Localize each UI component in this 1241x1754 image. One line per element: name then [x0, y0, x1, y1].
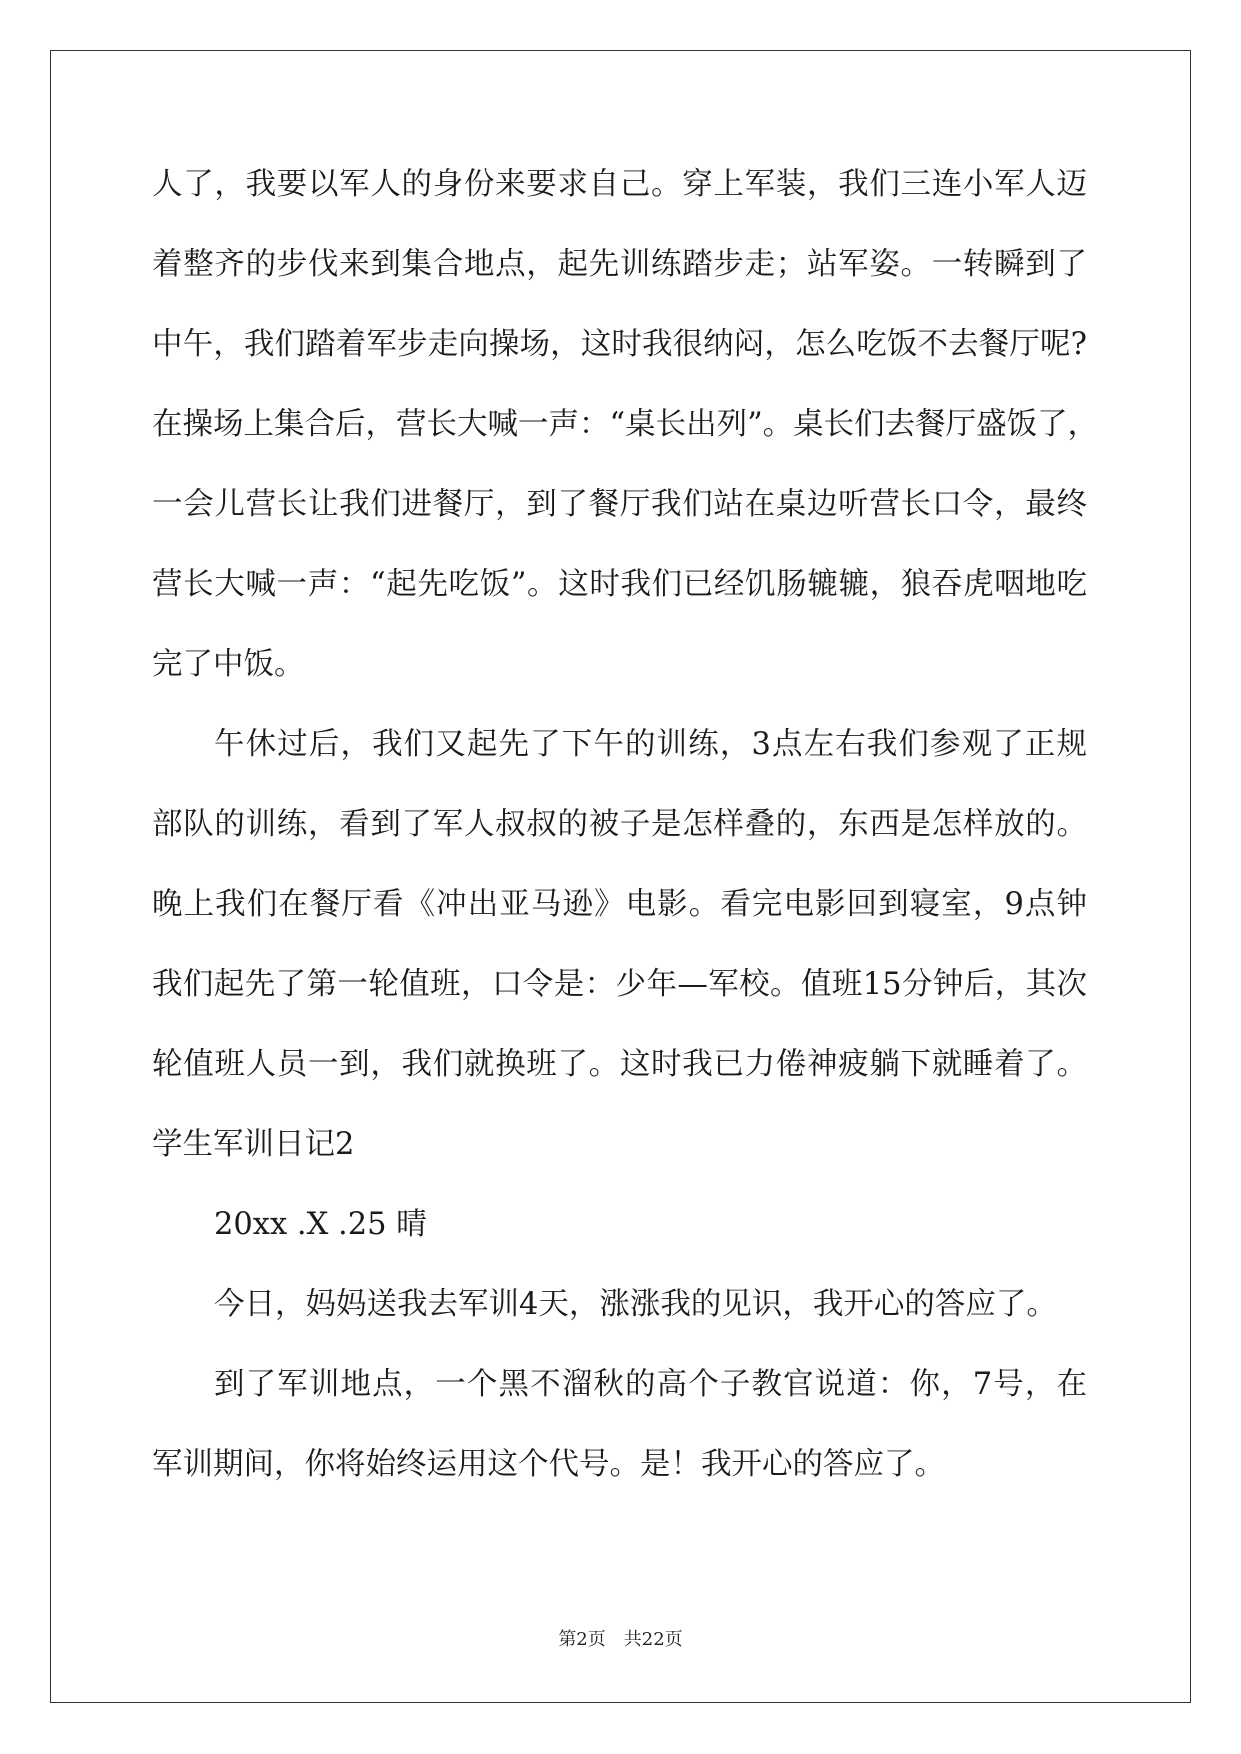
page-total: 共22页 — [623, 1629, 683, 1650]
page-footer — [0, 1628, 1241, 1652]
text-line: 今日，妈妈送我去军训4天，涨涨我的见识，我开心的答应了。 — [214, 1287, 1057, 1322]
text-line: 人了，我要以军人的身份来要求自己。穿上军装，我们三连小军人迈 — [152, 167, 1087, 202]
text-line: 军训期间，你将始终运用这个代号。是！我开心的答应了。 — [152, 1447, 945, 1482]
text-line: 部队的训练，看到了军人叔叔的被子是怎样叠的，东西是怎样放的。 — [152, 807, 1087, 842]
text-line: 轮值班人员一到，我们就换班了。这时我已力倦神疲躺下就睡着了。 — [152, 1047, 1087, 1082]
text-line: 晚上我们在餐厅看《冲出亚马逊》电影。看完电影回到寝室，9点钟 — [152, 887, 1087, 922]
text-line: 午休过后，我们又起先了下午的训练，3点左右我们参观了正规 — [214, 727, 1087, 762]
text-line: 营长大喊一声：“起先吃饭”。这时我们已经饥肠辘辘，狼吞虎咽地吃 — [152, 567, 1087, 602]
page-number: 第2页 — [558, 1629, 606, 1650]
text-line: 完了中饭。 — [152, 647, 305, 682]
text-line: 中午，我们踏着军步走向操场，这时我很纳闷，怎么吃饭不去餐厅呢? — [152, 327, 1087, 362]
text-line: 到了军训地点，一个黑不溜秋的高个子教官说道：你，7号，在 — [214, 1367, 1087, 1402]
section-heading: 学生军训日记2 — [152, 1127, 355, 1162]
text-line: 一会儿营长让我们进餐厅，到了餐厅我们站在桌边听营长口令，最终 — [152, 487, 1087, 522]
date-line: 20xx .X .25 晴 — [214, 1207, 427, 1242]
text-line: 着整齐的步伐来到集合地点，起先训练踏步走；站军姿。一转瞬到了 — [152, 247, 1087, 282]
text-line: 在操场上集合后，营长大喊一声：“桌长出列”。桌长们去餐厅盛饭了， — [152, 407, 1099, 442]
text-line: 我们起先了第一轮值班，口令是：少年—军校。值班15分钟后，其次 — [152, 967, 1087, 1002]
